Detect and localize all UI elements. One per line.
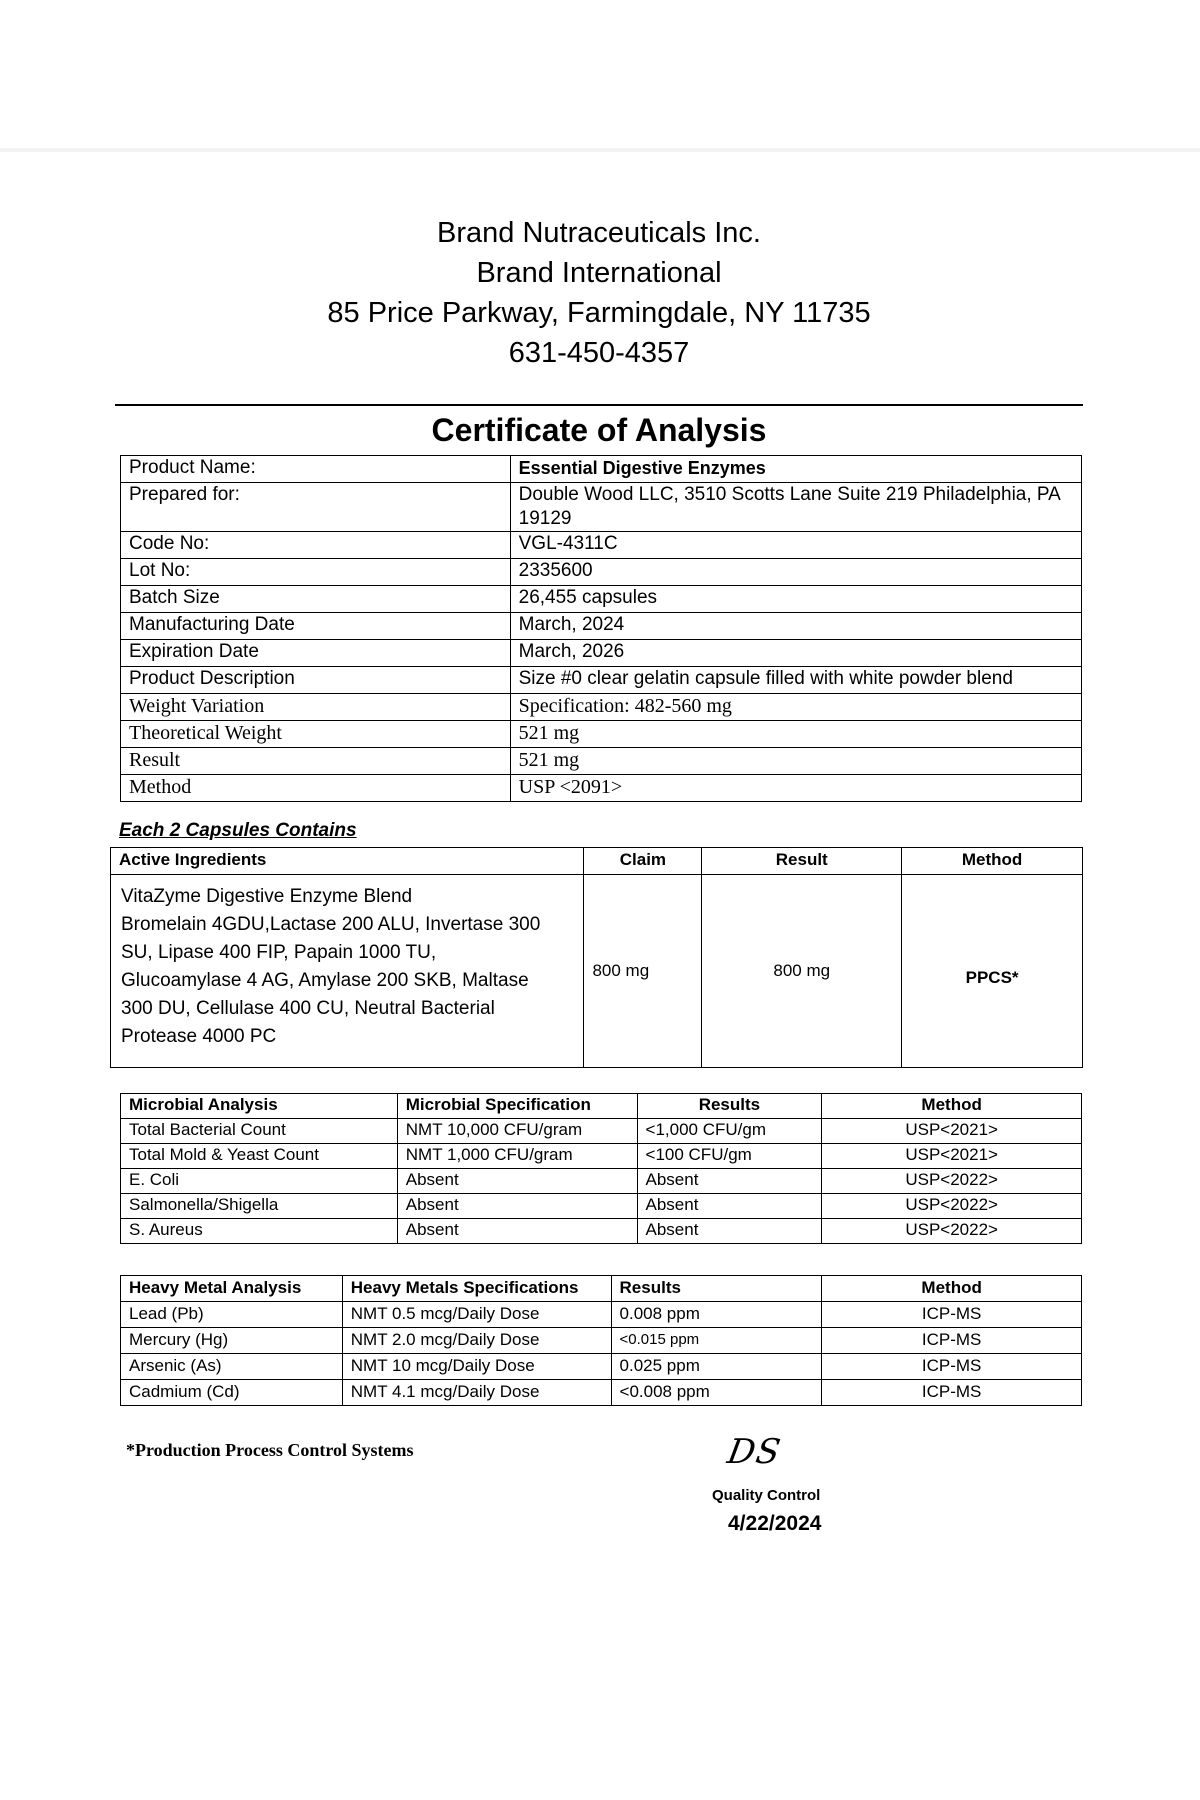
company-header (115, 213, 1083, 373)
metal-name: Mercury (Hg) (121, 1328, 343, 1354)
batch-size-label: Batch Size (121, 586, 511, 613)
specification: NMT 10,000 CFU/gram (397, 1119, 637, 1144)
company-division: Brand International (476, 257, 722, 289)
metal-name: Lead (Pb) (121, 1302, 343, 1328)
metal-name: Arsenic (As) (121, 1354, 343, 1380)
batch-size-value: 26,455 capsules (510, 586, 1081, 613)
method: USP<2022> (822, 1194, 1082, 1219)
theoretical-weight-value: 521 mg (510, 721, 1081, 748)
table-row (121, 1169, 1082, 1194)
specification: Absent (397, 1169, 637, 1194)
product-name-label: Product Name: (121, 456, 511, 483)
table-row (121, 532, 1082, 559)
expiration-date-value: March, 2026 (510, 640, 1081, 667)
document-title: Certificate of Analysis (431, 412, 767, 448)
result-value: 800 mg (702, 875, 902, 1068)
weight-variation-label: Weight Variation (121, 694, 511, 721)
serving-heading: Each 2 Capsules Contains (119, 820, 357, 841)
top-margin (0, 0, 1200, 150)
heavy-metal-analysis-table (120, 1275, 1082, 1406)
column-header: Results (611, 1276, 822, 1302)
footnote: *Production Process Control Systems (126, 1440, 414, 1460)
specification: NMT 10 mcg/Daily Dose (342, 1354, 611, 1380)
result: 0.008 ppm (611, 1302, 822, 1328)
table-row (121, 667, 1082, 694)
method: ICP-MS (822, 1380, 1082, 1406)
product-description-value: Size #0 clear gelatin capsule filled with white powder blend (510, 667, 1081, 694)
table-row (121, 586, 1082, 613)
prepared-for-value: Double Wood LLC, 3510 Scotts Lane Suite 219 Philadelphia, PA 19129 (510, 483, 1081, 532)
result: Absent (637, 1169, 822, 1194)
product-info-table (120, 455, 1082, 802)
specification: NMT 2.0 mcg/Daily Dose (342, 1328, 611, 1354)
test-name: S. Aureus (121, 1219, 398, 1244)
table-row (121, 1119, 1082, 1144)
metal-name: Cadmium (Cd) (121, 1380, 343, 1406)
result: Absent (637, 1194, 822, 1219)
table-row (121, 775, 1082, 802)
ingredient-description (111, 875, 584, 1068)
result-value: 521 mg (510, 748, 1081, 775)
weight-variation-value: Specification: 482-560 mg (510, 694, 1081, 721)
table-row (121, 1144, 1082, 1169)
code-no-value: VGL-4311C (510, 532, 1081, 559)
column-header: Active Ingredients (111, 848, 584, 875)
method-value: PPCS* (902, 875, 1083, 1068)
table-header-row (121, 1276, 1082, 1302)
table-header-row (111, 848, 1083, 875)
quality-control-label: Quality Control (712, 1487, 821, 1504)
specification: NMT 1,000 CFU/gram (397, 1144, 637, 1169)
method: USP<2021> (822, 1119, 1082, 1144)
table-row (111, 875, 1083, 1068)
specification: NMT 4.1 mcg/Daily Dose (342, 1380, 611, 1406)
method-label: Method (121, 775, 511, 802)
result: <1,000 CFU/gm (637, 1119, 822, 1144)
blend-line: SU, Lipase 400 FIP, Papain 1000 TU, (121, 942, 437, 963)
result: Absent (637, 1219, 822, 1244)
column-header: Heavy Metals Specifications (342, 1276, 611, 1302)
column-header: Microbial Specification (397, 1094, 637, 1119)
method: USP<2022> (822, 1219, 1082, 1244)
column-header: Method (822, 1094, 1082, 1119)
result: <0.015 ppm (611, 1328, 822, 1354)
manufacturing-date-value: March, 2024 (510, 613, 1081, 640)
column-header: Method (822, 1276, 1082, 1302)
specification: Absent (397, 1194, 637, 1219)
product-name-value: Essential Digestive Enzymes (510, 456, 1081, 483)
column-header: Result (702, 848, 902, 875)
column-header: Microbial Analysis (121, 1094, 398, 1119)
specification: Absent (397, 1219, 637, 1244)
test-name: Total Mold & Yeast Count (121, 1144, 398, 1169)
table-row (121, 1219, 1082, 1244)
blend-line: 300 DU, Cellulase 400 CU, Neutral Bacterial (121, 998, 495, 1019)
table-row (121, 483, 1082, 532)
table-row (121, 1354, 1082, 1380)
result: 0.025 ppm (611, 1354, 822, 1380)
table-header-row (121, 1094, 1082, 1119)
theoretical-weight-label: Theoretical Weight (121, 721, 511, 748)
table-row (121, 456, 1082, 483)
test-name: Salmonella/Shigella (121, 1194, 398, 1219)
result: <100 CFU/gm (637, 1144, 822, 1169)
method: ICP-MS (822, 1328, 1082, 1354)
method: ICP-MS (822, 1302, 1082, 1328)
column-header: Heavy Metal Analysis (121, 1276, 343, 1302)
result: <0.008 ppm (611, 1380, 822, 1406)
claim-value: 800 mg (584, 875, 702, 1068)
method: USP<2021> (822, 1144, 1082, 1169)
page-edge (0, 148, 1200, 152)
product-description-label: Product Description (121, 667, 511, 694)
table-row (121, 1328, 1082, 1354)
company-address: 85 Price Parkway, Farmingdale, NY 11735 (327, 297, 871, 329)
signature: DS (724, 1432, 785, 1472)
blend-name: VitaZyme Digestive Enzyme Blend (121, 886, 413, 907)
code-no-label: Code No: (121, 532, 511, 559)
blend-line: Bromelain 4GDU,Lactase 200 ALU, Invertase 300 (121, 914, 541, 935)
test-name: E. Coli (121, 1169, 398, 1194)
table-row (121, 559, 1082, 586)
manufacturing-date-label: Manufacturing Date (121, 613, 511, 640)
lot-no-label: Lot No: (121, 559, 511, 586)
specification: NMT 0.5 mcg/Daily Dose (342, 1302, 611, 1328)
company-name: Brand Nutraceuticals Inc. (437, 217, 761, 249)
column-header: Claim (584, 848, 702, 875)
table-row (121, 1302, 1082, 1328)
blend-line: Protease 4000 PC (121, 1026, 277, 1047)
result-label: Result (121, 748, 511, 775)
table-row (121, 640, 1082, 667)
signoff-date: 4/22/2024 (728, 1512, 822, 1535)
blend-line: Glucoamylase 4 AG, Amylase 200 SKB, Maltase (121, 970, 529, 991)
table-row (121, 721, 1082, 748)
method: ICP-MS (822, 1354, 1082, 1380)
table-row (121, 1194, 1082, 1219)
table-row (121, 1380, 1082, 1406)
prepared-for-label: Prepared for: (121, 483, 511, 532)
company-phone: 631-450-4357 (508, 337, 690, 369)
table-row (121, 694, 1082, 721)
expiration-date-label: Expiration Date (121, 640, 511, 667)
table-row (121, 613, 1082, 640)
method-value: USP <2091> (510, 775, 1081, 802)
microbial-analysis-table (120, 1093, 1082, 1244)
column-header: Results (637, 1094, 822, 1119)
table-row (121, 748, 1082, 775)
test-name: Total Bacterial Count (121, 1119, 398, 1144)
lot-no-value: 2335600 (510, 559, 1081, 586)
header-divider (115, 404, 1083, 406)
method: USP<2022> (822, 1169, 1082, 1194)
active-ingredients-table (110, 847, 1083, 1068)
column-header: Method (902, 848, 1083, 875)
